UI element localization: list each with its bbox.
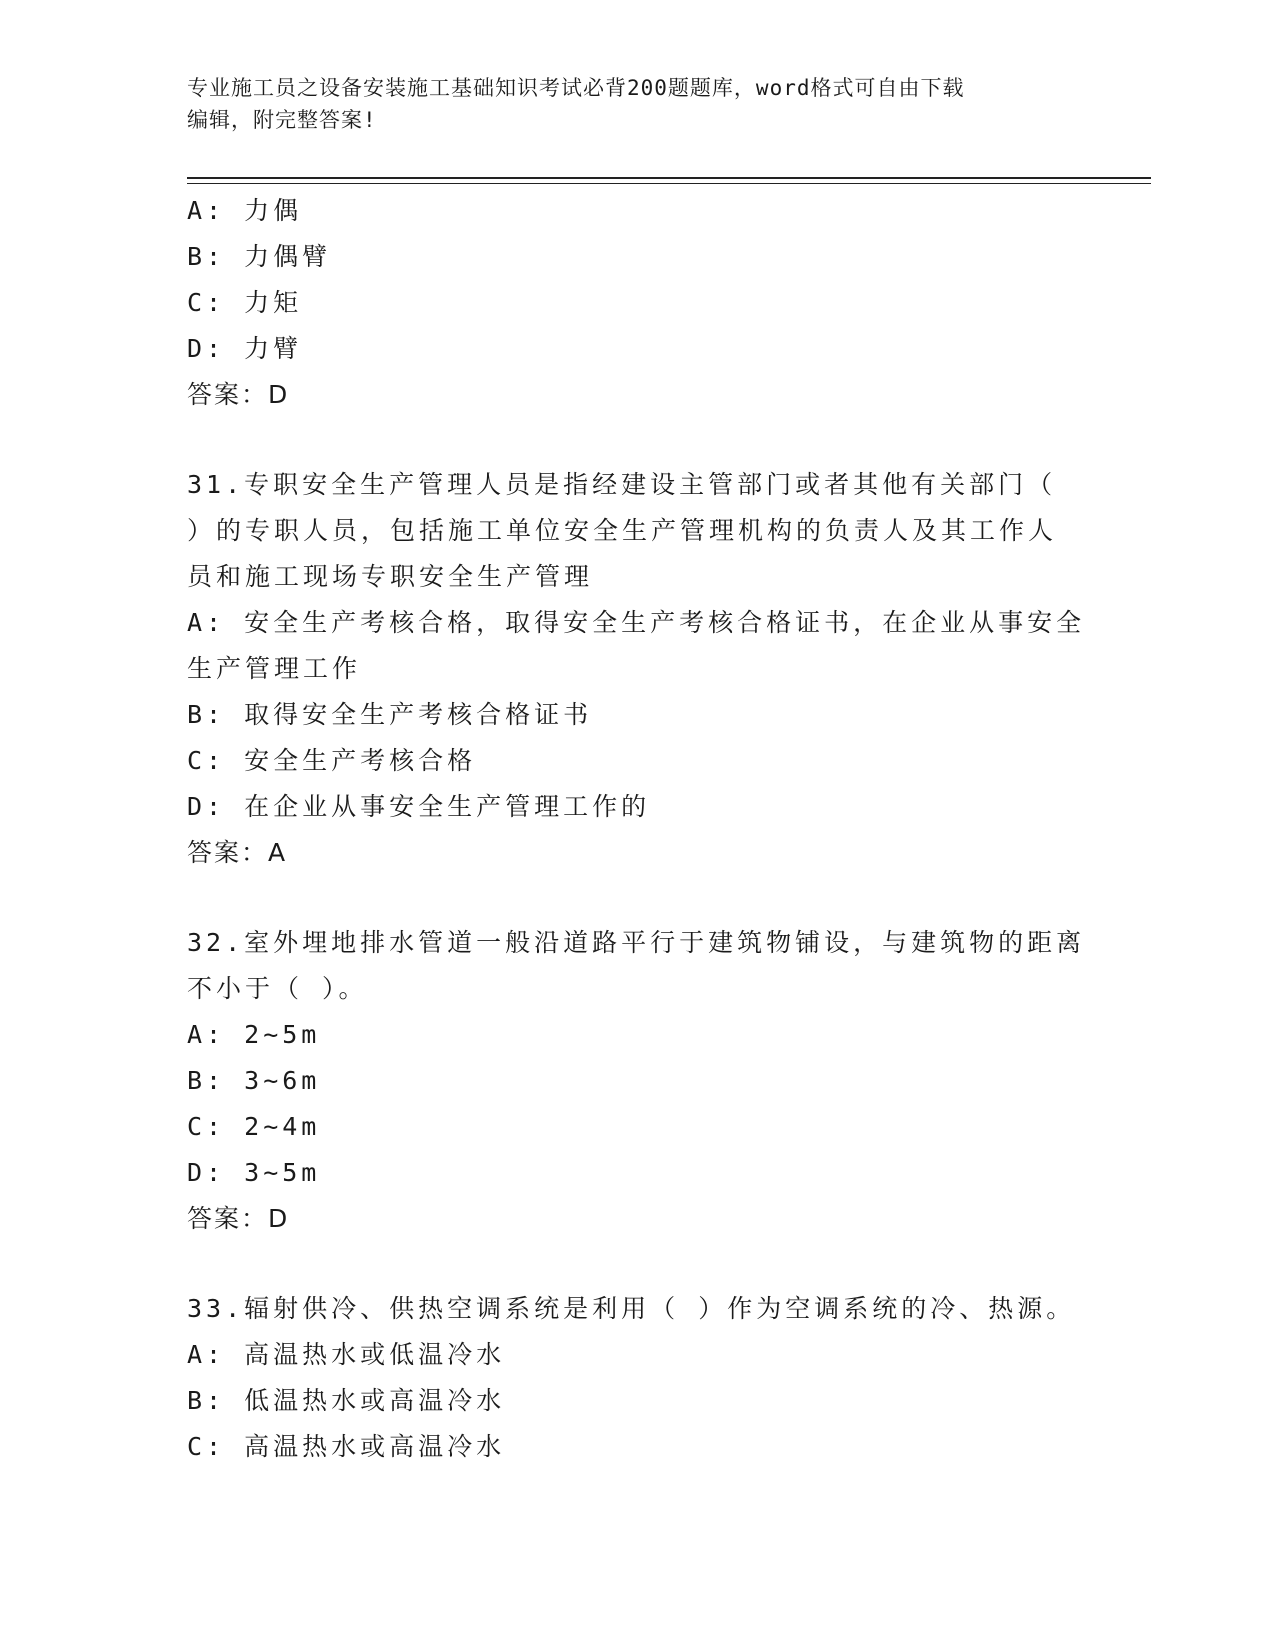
option-a: A: 高温热水或低温冷水: [187, 1340, 506, 1369]
option-c: C: 2~4m: [187, 1112, 321, 1141]
question-text-line: 33.辐射供冷、供热空调系统是利用（ ）作为空调系统的冷、热源。: [187, 1294, 1076, 1323]
question-list: [187, 188, 1087, 1470]
option-a: A: 安全生产考核合格，取得安全生产考核合格证书，在企业从事安全: [187, 608, 1086, 637]
question-text-line: 员和施工现场专职安全生产管理: [187, 562, 594, 591]
document-header: [187, 72, 1087, 136]
header-title-line-1: 专业施工员之设备安装施工基础知识考试必背200题题库，word格式可自由下载: [187, 76, 965, 100]
option-b: B: 取得安全生产考核合格证书: [187, 700, 593, 729]
option-d: D: 3~5m: [187, 1158, 321, 1187]
answer-line: 答案：D: [187, 1204, 290, 1233]
header-title-line-2: 编辑，附完整答案!: [187, 108, 377, 132]
question-text-line: 32.室外埋地排水管道一般沿道路平行于建筑物铺设，与建筑物的距离: [187, 928, 1086, 957]
header-divider-thin: [187, 183, 1151, 184]
question-text-line: ）的专职人员，包括施工单位安全生产管理机构的负责人及其工作人: [187, 516, 1058, 545]
question-32: [187, 920, 1087, 1242]
option-a: A: 2~5m: [187, 1020, 321, 1049]
option-c: C: 力矩: [187, 288, 303, 317]
option-d: D: 在企业从事安全生产管理工作的: [187, 792, 651, 821]
option-c: C: 安全生产考核合格: [187, 746, 477, 775]
question-text-line: 31.专职安全生产管理人员是指经建设主管部门或者其他有关部门（: [187, 470, 1057, 499]
option-a-continued: 生产管理工作: [187, 654, 362, 683]
question-31: [187, 462, 1087, 876]
option-a: A: 力偶: [187, 196, 303, 225]
question-text-line: 不小于（ ）。: [187, 974, 368, 1003]
answer-line: 答案：A: [187, 838, 288, 867]
answer-line: 答案：D: [187, 380, 290, 409]
option-b: B: 力偶臂: [187, 242, 332, 271]
option-b: B: 3~6m: [187, 1066, 321, 1095]
option-b: B: 低温热水或高温冷水: [187, 1386, 506, 1415]
question-33: [187, 1286, 1087, 1470]
option-d: D: 力臂: [187, 334, 303, 363]
option-c: C: 高温热水或高温冷水: [187, 1432, 506, 1461]
header-divider-thick: [187, 177, 1151, 179]
question-30-tail: [187, 188, 1087, 418]
